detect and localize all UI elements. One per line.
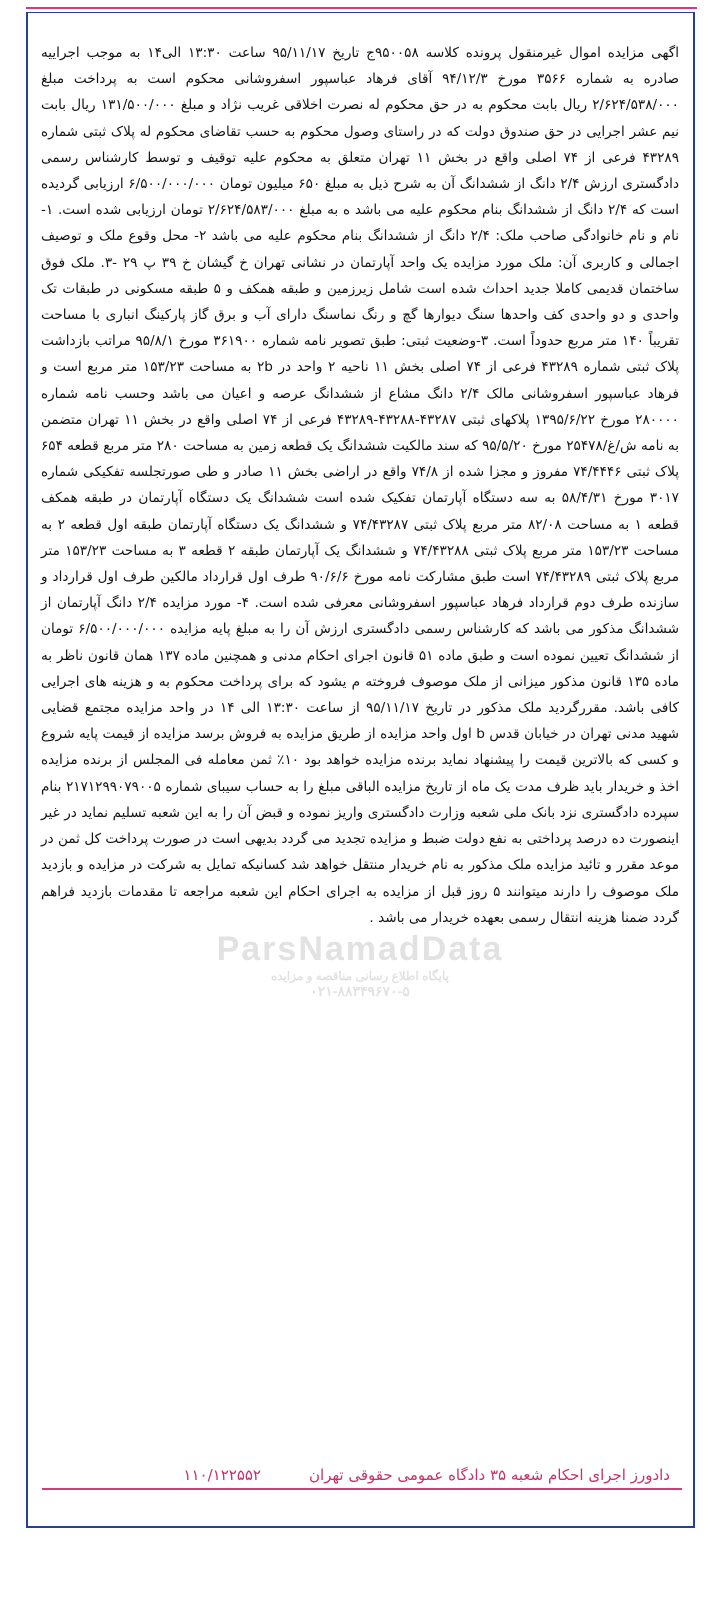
watermark-phone: ۰۲۱-۸۸۳۴۹۶۷۰-۵ bbox=[310, 983, 410, 999]
watermark-brand: ParsNamadData bbox=[216, 930, 504, 968]
footer-signature: دادورز اجرای احکام شعبه ۳۵ دادگاه عمومی حقوقی تهران bbox=[309, 1466, 670, 1484]
footer-code: ۱۱۰/۱۲۲۵۵۲ bbox=[183, 1466, 261, 1484]
top-header-fragment bbox=[26, 0, 697, 11]
footer-divider bbox=[42, 1488, 682, 1490]
notice-body: اگهی مزایده اموال غیرمنقول پرونده کلاسه ۹۵۰۰۵۸ج تاریخ ۹۵/۱۱/۱۷ ساعت ۱۳:۳۰ الی۱۴ به موجب اجراییه صادره به شماره ۳۵۶۶ مورخ ۹۴/۱۲/۳ آقای فرهاد عباسپور اسفروشانی محکوم است به پرداخت مبلغ ۲/۶۲۴/۵۳۸/۰۰۰ ریال بابت محکوم به در حق محکوم له نصرت اخلاقی غریب نژاد و مبلغ ۱۳۱/۵۰۰/۰۰۰ ریال بابت نیم عشر اجرایی در حق صندوق دولت که در راستای وصول محکوم به حسب تقاضای محکوم له پلاک ثبتی شماره ۴۳۲۸۹ فرعی از ۷۴ اصلی واقع در بخش ۱۱ تهران متعلق به محکوم علیه توقیف و توسط کارشناس رسمی دادگستری ارزش ۲/۴ دانگ از ششدانگ آن به شرح ذیل به مبلغ ۶۵۰ میلیون تومان ۶/۵۰۰/۰۰۰/۰۰۰ ارزیابی گردیده است که ۲/۴ دانگ از ششدانگ بنام محکوم علیه می باشد ه به مبلغ ۲/۶۲۴/۵۸۳/۰۰۰ تومان ارزیابی شده است. ۱- نام و نام خانوادگی صاحب ملک: ۲/۴ دانگ از ششدانگ بنام محکوم علیه می باشد ۲- محل وقوع ملک و توصیف اجمالی و کاربری آن: ملک مورد مزایده یک واحد آپارتمان در نشانی تهران خ گیشان خ ۳۹ پ ۲۹ -۳. ملک فوق ساختمان قدیمی کاملا جدید احداث شده است شامل زیرزمین و طبقه همکف و ۵ طبقه مسکونی در طبقات تک واحدی و دو واحدی کف واحدها سنگ دیوارها گچ و رنگ نماسنگ دارای آب و برق گاز پارکینگ انباری با مساحت تقریباً ۱۴۰ متر مربع حدوداً است. ۳-وضعیت ثبتی: طبق تصویر نامه شماره ۳۶۱۹۰۰ مورخ ۹۵/۸/۱ مراتب بازداشت پلاک ثبتی شماره ۴۳۲۸۹ فرعی از ۷۴ اصلی بخش ۱۱ ناحیه ۲ واحد در ۲b به مساحت ۱۵۳/۲۳ متر مربع است و فرهاد عباسپور اسفروشانی مالک ۲/۴ دانگ مشاع از ششدانگ عرصه و اعیان می باشد وحسب نامه شماره ۲۸۰۰۰۰ مورخ ۱۳۹۵/۶/۲۲ پلاکهای ثبتی ۴۳۲۸۷-۴۳۲۸۸-۴۳۲۸۹ فرعی از ۷۴ اصلی واقع در بخش ۱۱ تهران متضمن به نامه ش/غ/۲۵۴۷۸ مورخ ۹۵/۵/۲۰ که سند مالکیت ششدانگ یک قطعه زمین به مساحت ۲۸۰ متر مربع قطعه ۶۵۴ پلاک ثبتی ۷۴/۴۴۴۶ مفروز و مجزا شده از ۷۴/۸ واقع در اراضی بخش ۱۱ صادر و طی صورتجلسه تفکیکی شماره ۳۰۱۷ مورخ ۵۸/۴/۳۱ به سه دستگاه آپارتمان تفکیک شده است ششدانگ یک دستگاه آپارتمان در طبقه همکف قطعه ۱ به مساحت ۸۲/۰۸ متر مربع پلاک ثبتی ۷۴/۴۳۲۸۷ و ششدانگ یک دستگاه آپارتمان طبقه اول قطعه ۲ به مساحت ۱۵۳/۲۳ متر مربع پلاک ثبتی ۷۴/۴۳۲۸۸ و ششدانگ یک آپارتمان طبقه ۲ قطعه ۳ به مساحت ۱۵۳/۲۳ متر مربع پلاک ثبتی ۷۴/۴۳۲۸۹ است طبق مشارکت نامه مورخ ۹۰/۶/۶ طرف اول قرارداد مالکین طرف اول قرارداد و سازنده طرف دوم قرارداد فرهاد عباسپور اسفروشانی معرفی شده است. ۴- مورد مزایده ۲/۴ دانگ آپارتمان از ششدانگ مذکور می باشد که کارشناس رسمی دادگستری ارزش آن را به مبلغ پایه مزایده ۶/۵۰۰/۰۰۰/۰۰۰ تومان از ششدانگ تعیین نموده است و طبق ماده ۵۱ قانون اجرای احکام مدنی و همچنین ماده ۱۳۷ همان قانون ناظر به ماده ۱۳۵ قانون مذکور میزانی از ملک موصوف فروخته م یشود که برای پرداخت محکوم به و هزینه های اجرایی کافی باشد. مقررگردید ملک مذکور در تاریخ ۹۵/۱۱/۱۷ از ساعت ۱۳:۳۰ الی ۱۴ در واحد مزایده مجتمع قضایی شهید مدنی تهران در خیابان قدس b اول واحد مزایده از طریق مزایده به فروش برسد مزایده از قیمت پایه شروع و کسی که بالاترین قیمت را پیشنهاد نماید برنده مزایده خواهد بود ۱۰٪ ثمن معامله فی المجلس از برنده مزایده اخذ و خریدار باید ظرف مدت یک ماه از تاریخ مزایده الباقی مبلغ را به حساب سیبای شماره ۲۱۷۱۲۹۹۰۷۹۰۰۵ بنام سپرده دادگستری نزد بانک ملی شعبه وزارت دادگستری واریز نموده و قبض آن را به این شعبه تسلیم نماید در غیر اینصورت ده درصد پرداختی به نفع دولت ضبط و مزایده تجدید می گردد بدیهی است در صورت پرداخت کل ثمن در موعد مقرر و تائید مزایده ملک مذکور به نام خریدار منتقل خواهد شد کسانیکه تمایل به شرکت در مزایده و بازدید ملک موصوف را دارند میتوانند ۵ روز قبل از مزایده به اجرای احکام این شعبه مراجعه تا مقدمات بازدید فراهم گردد ضمنا هزینه انتقال رسمی بعهده خریدار می باشد . bbox=[41, 45, 680, 926]
watermark-caption: پایگاه اطلاع رسانی مناقصه و مزایده bbox=[270, 969, 449, 983]
